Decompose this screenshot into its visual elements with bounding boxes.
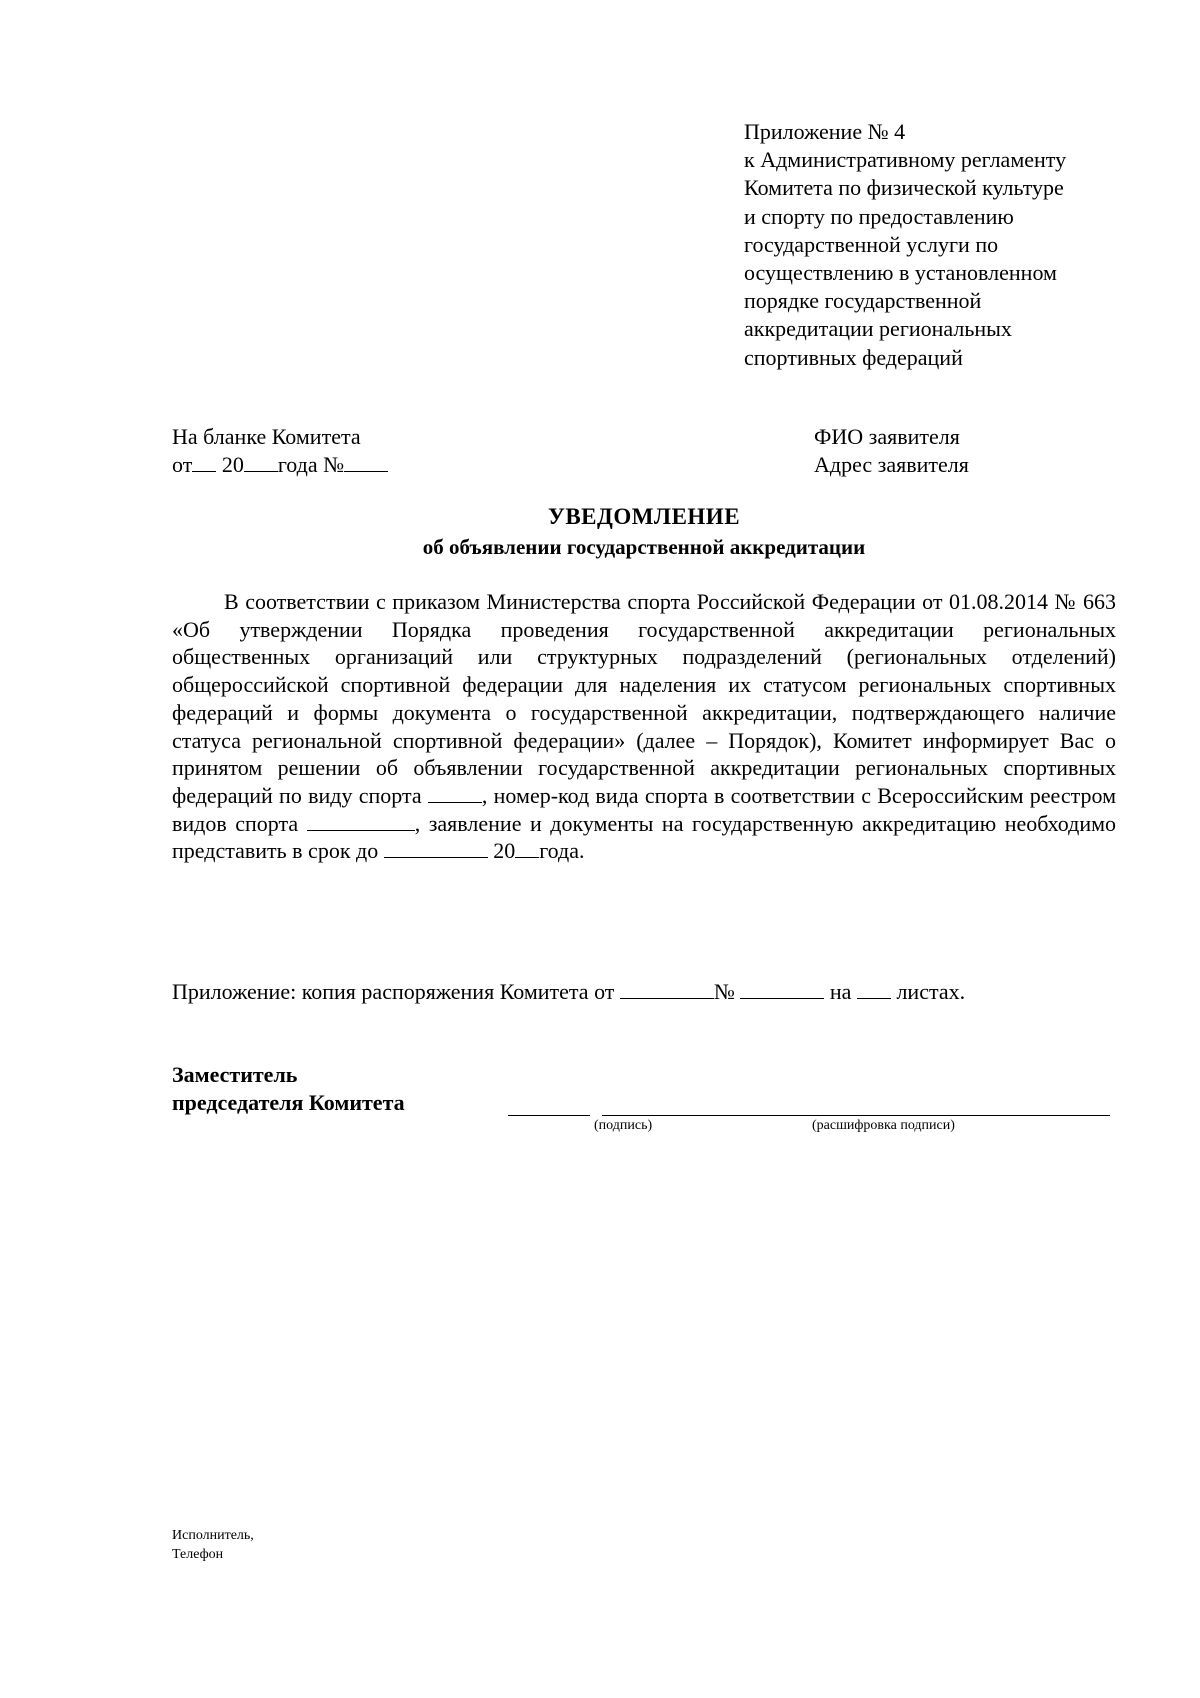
letterhead-label: На бланке Комитета — [172, 424, 361, 449]
appendix-line: порядке государственной — [744, 288, 982, 314]
attachment-sheets-label: листах. — [896, 979, 966, 1004]
signatory-title-line1: Заместитель — [172, 1062, 298, 1087]
deadline-year-blank — [515, 837, 539, 858]
doc-number-blank — [344, 451, 388, 472]
applicant-name: ФИО заявителя — [814, 424, 960, 449]
sport-code-blank — [307, 810, 415, 831]
appendix-line: Комитета по физической культуре — [744, 175, 1064, 201]
letterhead-block — [172, 423, 388, 479]
signatory-title — [172, 1061, 405, 1117]
appendix-line: к Административному регламенту — [744, 147, 1067, 173]
footer-contacts — [172, 1526, 254, 1564]
appendix-line: Приложение № 4 — [744, 119, 906, 144]
signatory-title-line2: председателя Комитета — [172, 1090, 405, 1115]
day-blank — [192, 451, 216, 472]
appendix-line: спортивных федераций — [744, 344, 963, 370]
attachment-on-label: на — [829, 979, 852, 1004]
body-part-4: 20 — [493, 838, 516, 864]
applicant-block — [814, 423, 969, 479]
signature-decoding-caption: (расшифровка подписи) — [812, 1118, 955, 1133]
phone-label: Телефон — [172, 1547, 224, 1562]
from-label: от — [172, 452, 193, 477]
year-prefix: 20 — [221, 452, 244, 477]
body-part-2: , номер-код вида спорта в соответствии с Всероссийским реестром видов спорта — [172, 782, 1117, 836]
year-blank — [244, 451, 278, 472]
attachment-number-blank — [740, 978, 824, 999]
year-suffix: года № — [277, 452, 345, 477]
appendix-header — [744, 118, 1164, 372]
appendix-line: и спорту по предоставлению — [744, 203, 1014, 229]
body-part-1: В соответствии с приказом Министерства спорта Российской Федерации от 01.08.2014 № 663 «Об утверждении Порядка проведения государственной аккредитации региональных общественных организаций или структурных подразделений (региональных отделений) общероссийской спортивной федерации для наделения их статусом региональных спортивных федераций и формы документа о государственной аккредитации, подтверждающего наличие статуса региональной спортивной федерации» (далее – Порядок), Комитет информирует Вас о принятом решении об объявлении государственной аккредитации региональных спортивных федераций по виду спорта — [172, 589, 1116, 808]
deadline-blank — [384, 837, 488, 858]
notice-body — [172, 588, 1116, 865]
sport-type-blank — [428, 782, 482, 803]
applicant-address: Адрес заявителя — [814, 452, 969, 477]
document-subtitle: об объявлении государственной аккредитации — [422, 535, 866, 559]
signature-caption: (подпись) — [594, 1118, 653, 1133]
body-part-5: года. — [539, 838, 585, 864]
appendix-line: аккредитации региональных — [744, 316, 1012, 342]
signature-line — [508, 1115, 590, 1116]
attachment-date-blank — [620, 978, 714, 999]
body-part-3: , заявление и документы на государственную аккредитацию необходимо представить в срок до — [172, 810, 1117, 864]
attachment-sheets-blank — [857, 978, 891, 999]
document-title: УВЕДОМЛЕНИЕ — [547, 504, 741, 529]
appendix-line: осуществлению в установленном — [744, 260, 1057, 286]
attachment-number-label: № — [713, 979, 735, 1004]
attachment-line — [172, 978, 965, 1005]
attachment-prefix: Приложение: копия распоряжения Комитета от — [172, 979, 615, 1004]
executor-label: Исполнитель, — [172, 1528, 254, 1543]
appendix-line: государственной услуги по — [744, 231, 999, 257]
letterhead-date-line — [172, 451, 388, 479]
signature-decoding-line — [602, 1115, 1110, 1116]
